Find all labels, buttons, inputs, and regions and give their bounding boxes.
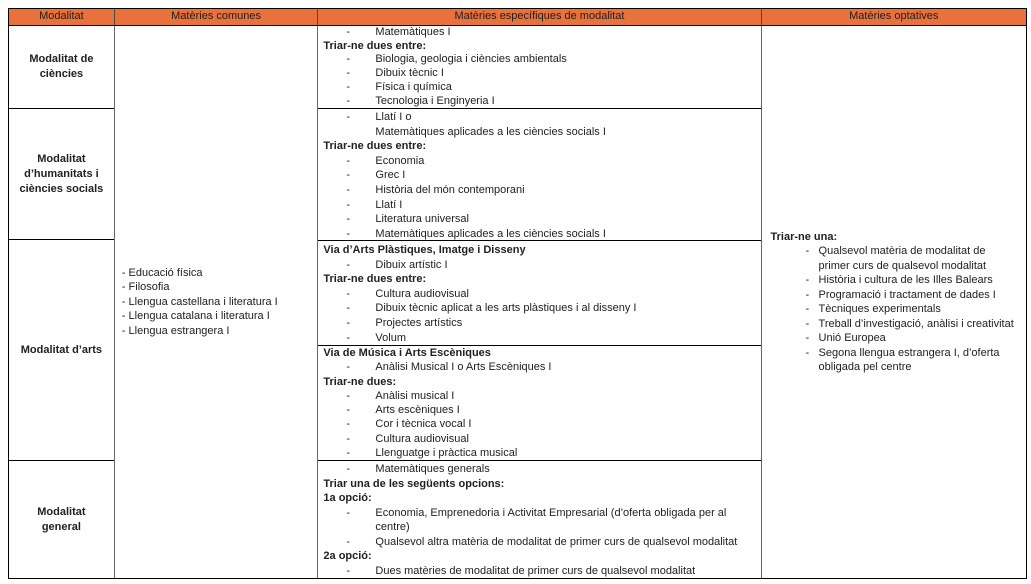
table-body — [9, 26, 1026, 578]
modalitat-label-line: Modalitat — [37, 152, 86, 165]
list-item: - Segona llengua estrangera I, d’oferta — [762, 346, 1026, 361]
list-item: - Qualsevol matèria de modalitat de — [762, 244, 1026, 259]
modalitat-label-line: ciències — [39, 68, 84, 80]
list-item: - Literatura universal — [318, 212, 760, 227]
modalitat-label-line: ciències socials — [19, 182, 104, 195]
list-item: - Història i cultura de les Illes Balears — [762, 273, 1026, 288]
choose-heading: Triar-ne dues entre: — [323, 39, 427, 52]
especifiques-section-arts-plastiques — [318, 241, 760, 346]
especifiques-section-general — [318, 461, 760, 578]
list-item-continuation: obligada pel centre — [818, 361, 912, 373]
list-item: - Dibuix tècnic aplicat a les arts plàstiques i al disseny I — [318, 301, 760, 316]
modalitat-label-line: general — [41, 520, 81, 533]
modalitat-label-line: Modalitat — [37, 505, 86, 518]
list-item: - Qualsevol altra matèria de modalitat de primer curs de qualsevol modalitat — [318, 535, 760, 550]
modalitat-label-line: Modalitat d’arts — [20, 343, 103, 356]
table-header-row — [9, 9, 1026, 26]
comunes-item: - Llengua estrangera I — [122, 324, 318, 339]
list-item: - Unió Europea — [762, 331, 1026, 346]
list-item: - Cultura audiovisual — [318, 432, 760, 446]
comunes-cell — [114, 26, 318, 578]
optatives-cell — [761, 26, 1026, 578]
especifiques-section-ciencies — [318, 26, 760, 109]
modalitat-cell-arts — [9, 240, 114, 461]
via-title: Via de Música i Arts Escèniques — [323, 347, 491, 359]
list-item: - Matemàtiques generals — [318, 462, 760, 477]
list-item-continuation: Matemàtiques aplicades a les ciències socials I — [375, 125, 606, 138]
list-item: - Matemàtiques aplicades a les ciències socials I — [318, 227, 760, 241]
column-especifiques — [317, 26, 760, 578]
choose-heading: Triar una de les següents opcions: — [323, 477, 505, 490]
list-item-continuation: centre) — [375, 521, 410, 533]
list-item: - Tecnologia i Enginyeria I — [318, 95, 760, 109]
column-modalitat — [9, 26, 114, 578]
list-item-continuation: primer curs de qualsevol modalitat — [818, 259, 987, 272]
list-item: - Tècniques experimentals — [762, 302, 1026, 317]
list-item: - Cultura audiovisual — [318, 287, 760, 302]
list-item: - Llatí I o — [318, 110, 760, 125]
modalitats-table — [8, 8, 1027, 579]
list-item: - Volum — [318, 331, 760, 346]
modalitat-label-line: d’humanitats i — [24, 167, 99, 180]
list-item: - Arts escèniques I — [318, 403, 760, 417]
header-modalitat: Modalitat — [9, 9, 114, 25]
header-materies-comunes: Matèries comunes — [114, 9, 318, 25]
especifiques-section-musica — [318, 346, 760, 461]
list-item: - Dues matèries de modalitat de primer curs de qualsevol modalitat — [318, 564, 760, 579]
modalitat-cell-general — [9, 461, 114, 578]
list-item: - Anàlisi musical I — [318, 389, 760, 403]
list-item: - Dibuix tècnic I — [318, 67, 760, 81]
list-item: - Economia, Emprenedoria i Activitat Empresarial (d’oferta obligada per al — [318, 506, 760, 521]
header-materies-optatives: Matèries optatives — [761, 9, 1026, 25]
especifiques-section-humanitats — [318, 109, 760, 241]
list-item: - Treball d’investigació, anàlisi i creativitat — [762, 317, 1026, 332]
list-item: - Cor i tècnica vocal I — [318, 417, 760, 431]
modalitat-cell-humanitats — [9, 109, 114, 240]
list-item: - Llenguatge i pràctica musical — [318, 446, 760, 460]
list-item: - Anàlisi Musical I o Arts Escèniques I — [318, 360, 760, 374]
list-item: - Economia — [318, 154, 760, 169]
comunes-item: - Llengua castellana i literatura I — [122, 295, 318, 310]
modalitat-cell-ciencies — [9, 26, 114, 109]
list-item: - Física i química — [318, 81, 760, 95]
option-1-heading: 1a opció: — [323, 492, 372, 504]
comunes-item: - Filosofia — [122, 280, 318, 295]
list-item: - Llatí I — [318, 198, 760, 213]
comunes-item: - Educació física — [122, 266, 318, 281]
list-item: - Història del món contemporani — [318, 183, 760, 198]
choose-heading: Triar-ne dues entre: — [323, 273, 427, 286]
list-item: - Dibuix artístic I — [318, 258, 760, 273]
choose-heading: Triar-ne una: — [770, 230, 838, 243]
list-item: - Biologia, geologia i ciències ambientals — [318, 53, 760, 67]
choose-heading: Triar-ne dues: — [323, 375, 397, 388]
comunes-item: - Llengua catalana i literatura I — [122, 309, 318, 324]
option-2-heading: 2a opció: — [323, 550, 372, 562]
list-item: - Projectes artístics — [318, 316, 760, 331]
list-item: - Programació i tractament de dades I — [762, 288, 1026, 303]
via-title: Via d’Arts Plàstiques, Imatge i Disseny — [323, 244, 526, 256]
list-item: - Matemàtiques I — [318, 26, 760, 40]
list-item: - Grec I — [318, 168, 760, 183]
modalitat-label-line: Modalitat de — [29, 53, 94, 65]
choose-heading: Triar-ne dues entre: — [323, 140, 427, 153]
header-materies-especifiques: Matèries específiques de modalitat — [317, 9, 760, 25]
